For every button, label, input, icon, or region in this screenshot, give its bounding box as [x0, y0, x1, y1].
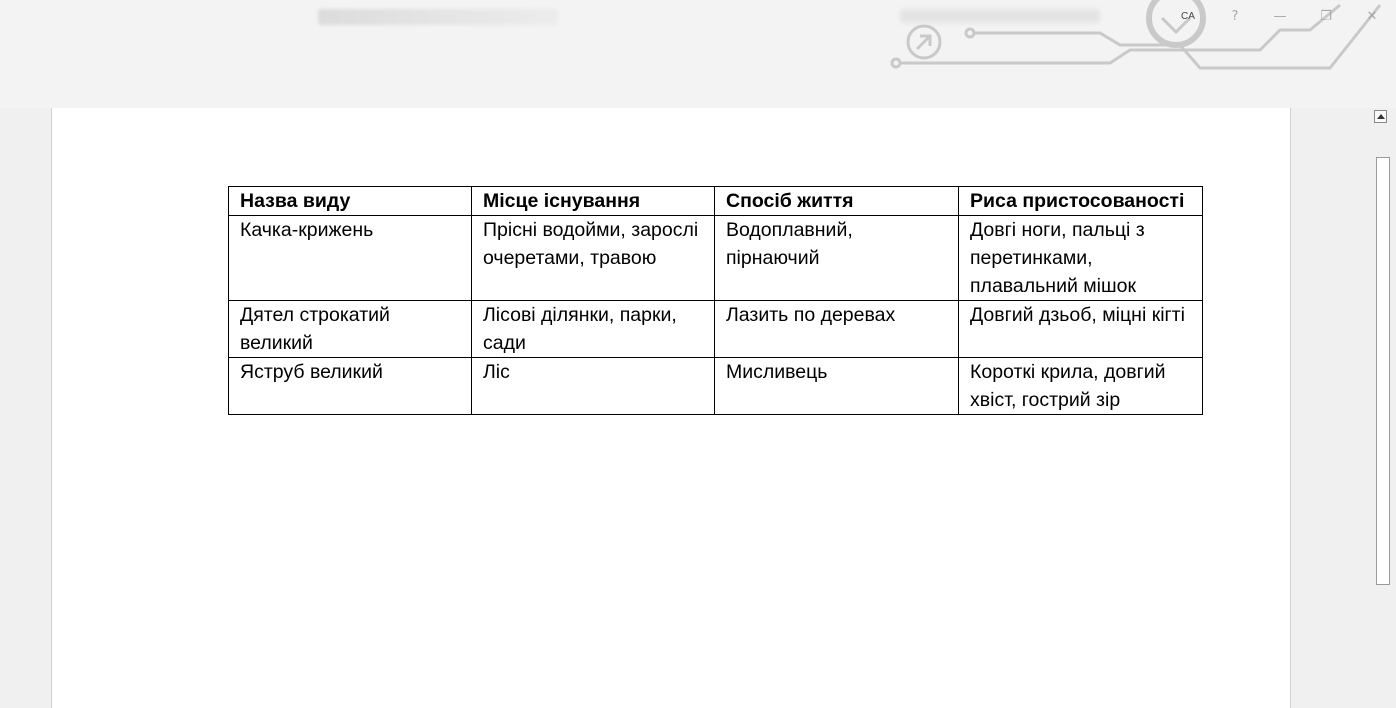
table-cell[interactable]: Лазить по деревах: [715, 301, 959, 358]
account-avatar[interactable]: CA: [1181, 11, 1195, 22]
table-row: [229, 301, 1203, 358]
table-cell[interactable]: Короткі крила, довгий хвіст, гострий зір: [959, 358, 1203, 415]
table-header-cell[interactable]: Місце існування: [472, 187, 715, 216]
table-cell[interactable]: Довгий дзьоб, міцні кігті: [959, 301, 1203, 358]
scroll-thumb[interactable]: [1376, 157, 1390, 585]
table-header-cell[interactable]: Спосіб життя: [715, 187, 959, 216]
table-cell[interactable]: Лісові ділянки, парки, сади: [472, 301, 715, 358]
restore-button[interactable]: ❐: [1320, 9, 1332, 24]
table-cell[interactable]: Довгі ноги, пальці з перетинками, плавальний мішок: [959, 216, 1203, 301]
table-cell[interactable]: Водоплавний, пірнаючий: [715, 216, 959, 301]
table-cell[interactable]: Яструб великий: [229, 358, 472, 415]
minimize-button[interactable]: —: [1273, 9, 1287, 24]
table-cell[interactable]: Прісні водойми, зарослі очеретами, травою: [472, 216, 715, 301]
table-cell[interactable]: Качка-крижень: [229, 216, 472, 301]
table-cell[interactable]: Ліс: [472, 358, 715, 415]
vertical-scrollbar[interactable]: [1370, 108, 1396, 705]
table-header-cell[interactable]: Назва виду: [229, 187, 472, 216]
species-table[interactable]: [228, 186, 1203, 415]
scroll-up-arrow-icon[interactable]: [1374, 110, 1387, 123]
table-row: [229, 358, 1203, 415]
document-title-blurred: [318, 9, 558, 25]
table-cell[interactable]: Мисливець: [715, 358, 959, 415]
table-row: [229, 216, 1203, 301]
table-header-row: [229, 187, 1203, 216]
table-cell[interactable]: Дятел строкатий великий: [229, 301, 472, 358]
document-page[interactable]: [51, 108, 1291, 708]
close-button[interactable]: ✕: [1366, 9, 1378, 24]
title-bar: [0, 0, 1396, 108]
help-button[interactable]: ?: [1231, 9, 1239, 24]
table-header-cell[interactable]: Риса пристосованості: [959, 187, 1203, 216]
